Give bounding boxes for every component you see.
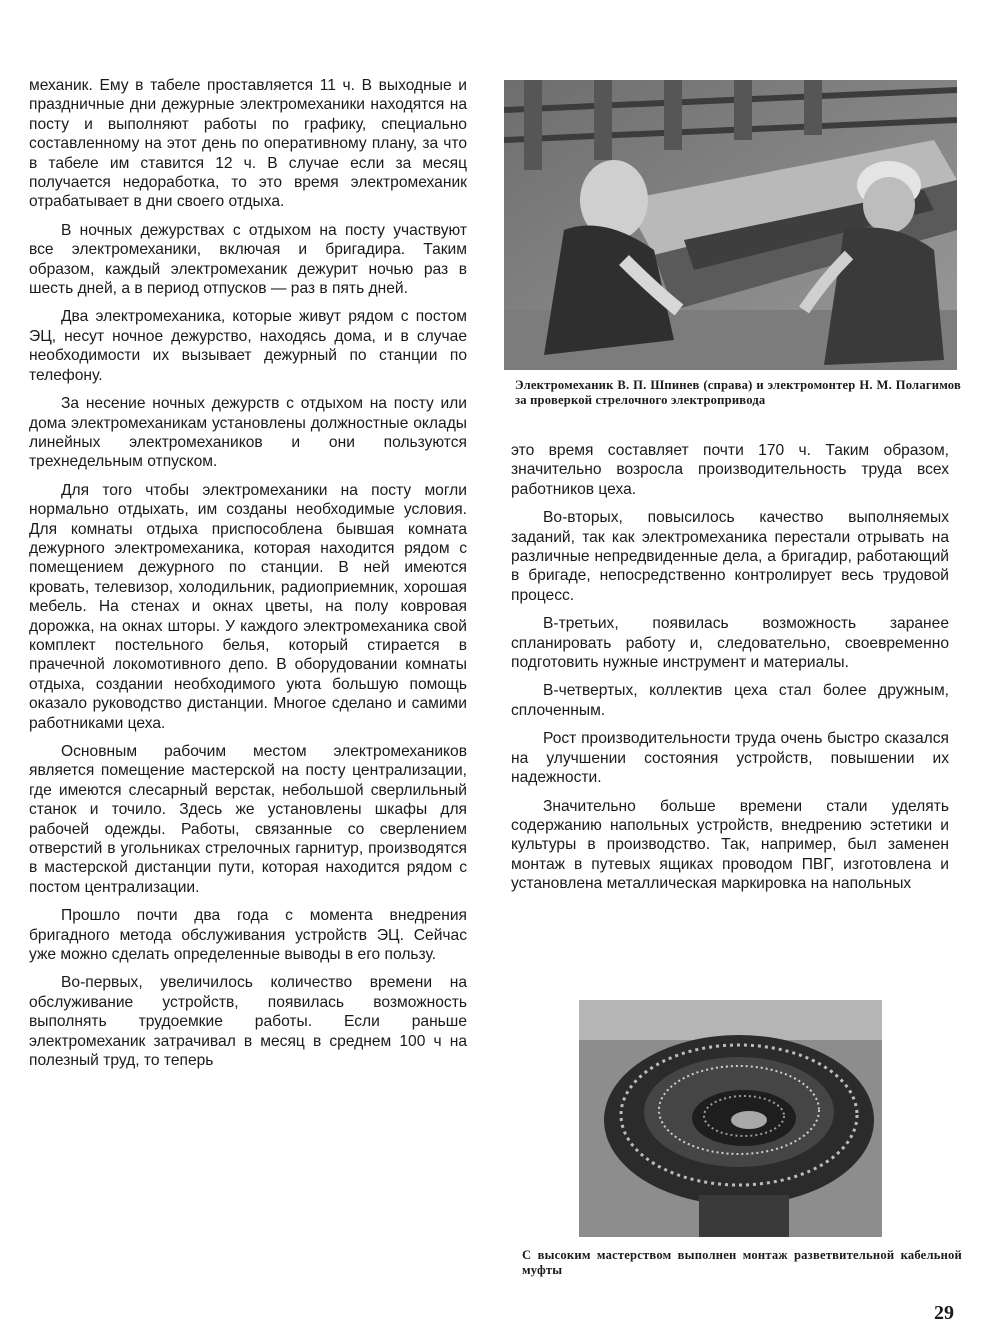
photo-caption-bottom: С высоким мастерством выполнен монтаж разветвительной кабельной муфты [522, 1248, 962, 1277]
paragraph: это время составляет почти 170 ч. Таким образом, значительно возросла производительность труда всех работников цеха. [511, 442, 949, 498]
electric-drive-inspection-photo [504, 80, 957, 370]
cable-coupling-photo [579, 1000, 882, 1237]
paragraph: Рост производительности труда очень быстро сказался на улучшении состояния устройств, повышении их надежности. [511, 730, 949, 787]
page-number: 29 [934, 1302, 954, 1324]
paragraph: Во-первых, увеличилось количество времени на обслуживание устройств, появилась возможность выполнять трудоемкие работы. Если раньше электромеханик затрачивал в месяц в среднем 100 ч на полезный труд, то теперь [29, 974, 467, 1070]
photo-caption-top: Электромеханик В. П. Шпинев (справа) и электромонтер Н. М. Полагимов за проверкой стрелочного электропривода [515, 378, 961, 407]
paragraph: В ночных дежурствах с отдыхом на посту участвуют все электромеханики, включая и бригадира. Таким образом, каждый электромеханик дежурит ночью раз в шесть дней, а в период отпусков — раз в пять дней. [29, 221, 467, 298]
paragraph: Значительно больше времени стали уделять содержанию напольных устройств, внедрению эстетики и культуры в производство. Так, например, был заменен монтаж в путевых ящиках проводом ПВГ, изготовлена и установлена металлическая маркировка на напольных [511, 797, 949, 893]
left-text-column [29, 76, 467, 1080]
paragraph: За несение ночных дежурств с отдыхом на посту или дома электромеханикам установлены должностные оклады линейных электромехаников и они пользуются трехнедельным отпуском. [29, 395, 467, 471]
paragraph: Во-вторых, повысилось качество выполняемых заданий, так как электромеханика перестали отрывать на различные непредвиденные дела, а бригадир, работающий в бригаде, непосредственно контролирует весь трудовой процесс. [511, 509, 949, 604]
paragraph: Для того чтобы электромеханики на посту могли нормально отдыхать, им созданы необходимые условия. Для комнаты отдыха приспособлена бывшая комната дежурного электромеханика, которая находится рядом с помещением дежурного по станции. В ней имеются кровать, телевизор, холодильник, радиоприемник, хорошая мебель. На стенах и окнах цветы, на полу ковровая дорожка, на окнах шторы. У каждого электромеханика свой комплект постельного белья, который стирается в прачечной локомотивного депо. В оборудовании комнаты отдыха, создании необходимого уюта большую помощь оказало руководство дистанции. Многое сделано и самими работниками цеха. [29, 481, 467, 732]
right-text-column [511, 441, 949, 903]
paragraph: Прошло почти два года с момента внедрения бригадного метода обслуживания устройств ЭЦ. Сейчас уже можно сделать определенные выводы в его пользу. [29, 907, 467, 964]
paragraph: Основным рабочим местом электромехаников является помещение мастерской на посту централизации, где имеются слесарный верстак, небольшой сверлильный станок и точило. Здесь же установлены шкафы для рабочей одежды. Работы, связанные со сверлением отверстий в угольниках стрелочных гарнитур, производятся в мастерской дистанции пути, которая находится рядом с постом централизации. [29, 743, 467, 896]
photo-illustration [504, 80, 957, 370]
photo-illustration [579, 1000, 882, 1237]
paragraph: В-третьих, появилась возможность заранее спланировать работу и, следовательно, своевременно подготовить нужные инструмент и материалы. [511, 615, 949, 672]
paragraph: В-четвертых, коллектив цеха стал более дружным, сплоченным. [511, 682, 949, 719]
paragraph: Два электромеханика, которые живут рядом с постом ЭЦ, несут ночное дежурство, находясь дома, и в случае необходимости их вызывает дежурный по станции по телефону. [29, 308, 467, 384]
paragraph: механик. Ему в табеле проставляется 11 ч. В выходные и праздничные дни дежурные электромеханики находятся на посту и выполняют работы по графику, специально составленному на этот день по оперативному плану, за что в табеле им ставится 12 ч. В случае если за месяц получается недоработка, то это время электромеханик отрабатывает в дни своего отдыха. [29, 77, 467, 211]
